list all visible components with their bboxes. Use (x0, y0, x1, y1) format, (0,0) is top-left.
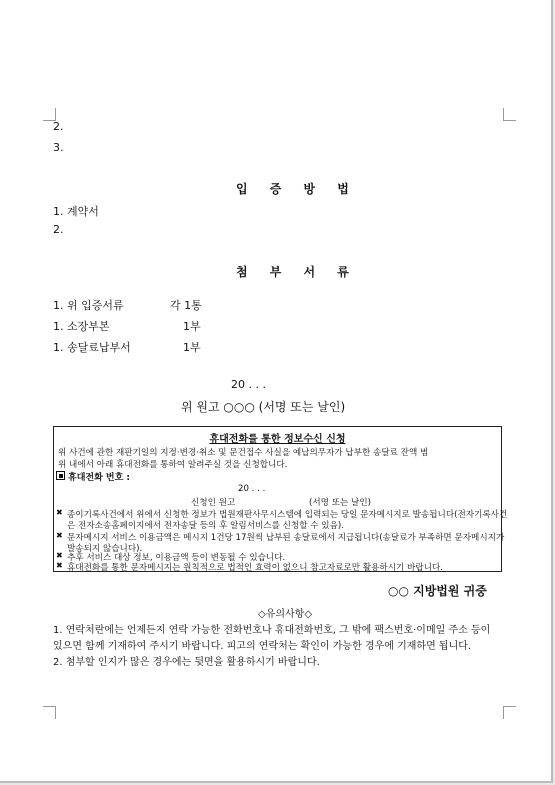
attach-heading: 첨 부 서 류 (236, 265, 358, 279)
plaintiff-signature-line: 위 원고 ○○○ (서명 또는 날인) (181, 400, 346, 414)
filing-date: 20 . . . (231, 378, 266, 391)
attach-item-qty: 1부 (183, 341, 201, 354)
note-bullet-icon: ✖ (56, 531, 63, 540)
sms-note: 발송되지 않습니다). (67, 544, 143, 554)
notice-line: 2. 첨부할 인지가 많은 경우에는 뒷면을 활용하시기 바랍니다. (53, 657, 320, 668)
sms-application-box (53, 426, 508, 573)
proof-heading: 입 증 방 법 (236, 182, 358, 196)
note-bullet-icon: ✖ (56, 508, 63, 517)
sms-applicant: 신청인 원고 (191, 498, 236, 508)
notice-title: ◇유의사항◇ (258, 609, 313, 620)
court-addressee: ○○ 지방법원 귀중 (388, 584, 487, 598)
proof-item: 2. (53, 223, 64, 236)
sms-note: 휴대전화를 통한 문자메시지는 원칙적으로 법적인 효력이 없으니 참고자료로만 활용하시기 바랍니다. (67, 563, 443, 573)
sms-box-intro: 위 내에서 아래 휴대전화를 통하여 알려주실 것을 신청합니다. (58, 460, 288, 470)
crop-mark-top-right (503, 108, 516, 121)
list-item: 3. (53, 141, 64, 154)
crop-mark-bottom-left (43, 706, 56, 719)
sms-sign: (서명 또는 날인) (309, 498, 371, 508)
sms-note: 추후 서비스 대상 정보, 이용금액 등이 변동될 수 있습니다. (67, 553, 286, 563)
notice-line: 1. 연락처란에는 언제든지 연락 가능한 전화번호나 휴대전화번호, 그 밖에 팩스번호·이메일 주소 등이 (53, 625, 491, 636)
proof-item: 1. 계약서 (53, 205, 99, 218)
attach-item-name: 1. 위 입증서류 (53, 299, 124, 312)
sms-note: 문자메시지 서비스 이용금액은 메시지 1건당 17원씩 납부된 송달료에서 지급됩니다(송달료가 부족하면 문자메시지가 (67, 533, 505, 543)
note-bullet-icon: ✖ (56, 561, 63, 570)
sms-note: 종이기록사건에서 위에서 신청한 정보가 법원재판사무시스템에 입력되는 당일 문자메시지로 발송됩니다(전자기록사건 (67, 510, 508, 520)
note-bullet-icon: ✖ (56, 551, 63, 560)
attach-item-qty: 각 1통 (170, 299, 202, 312)
attach-item-qty: 1부 (183, 320, 201, 333)
phone-label-text: 휴대전화 번호 : (68, 473, 131, 483)
checkbox-icon (56, 471, 65, 480)
list-item: 2. (53, 120, 64, 133)
notice-line: 있으면 함께 기재하여 주시기 바랍니다. 피고의 연락처는 확인이 가능한 경우에 기재하면 됩니다. (53, 641, 472, 652)
sms-date: 20 . . . (238, 484, 266, 494)
attach-item-name: 1. 소장부본 (53, 320, 110, 333)
sms-box-intro: 위 사건에 관한 재판기일의 지정·변경·취소 및 문건접수 사실을 예납의무자가 납부한 송달료 잔액 범 (58, 448, 429, 458)
attach-item-name: 1. 송달료납부서 (53, 341, 131, 354)
phone-number-label (56, 470, 130, 483)
sms-note: 은 전자소송홈페이지에서 전자송달 등의 후 알림서비스를 신청할 수 있음). (67, 521, 344, 531)
crop-mark-bottom-right (503, 706, 516, 719)
sms-box-title: 휴대전화를 통한 정보수신 신청 (209, 434, 346, 445)
